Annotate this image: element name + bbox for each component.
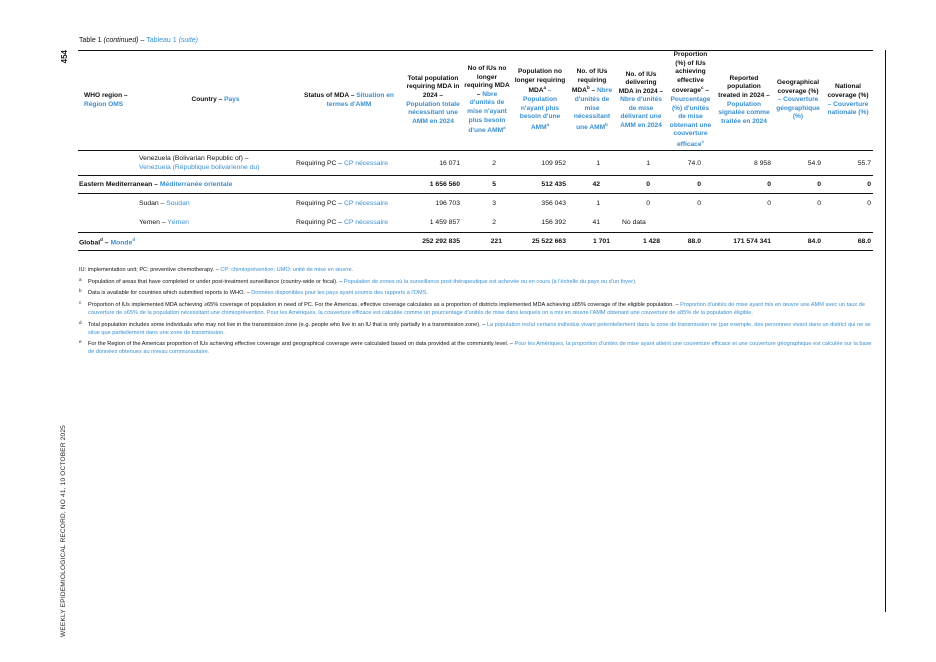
footnote-a: a Population of areas that have completed or under post-treatment surveillance (country-wide or focal). – Population de zones où la surveillance post-thérapeutique est achevée ou en cours (à l'échelle du pays ou d'un foyer). <box>79 276 637 285</box>
geographical-coverage-cell: 54.9 <box>807 159 821 167</box>
header-who-region: WHO region – Région OMS <box>78 51 137 151</box>
total-population-cell: 16 071 <box>439 159 460 167</box>
country-cell: Yemen – Yémen <box>139 219 189 227</box>
footnote-c: c Proportion of IUs implemented MDA achieving ≥65% coverage of population in need of PC. For the Americas, effective coverage calculates as a proportion of districts implemented MDA achieving ≥85% coverage of the eligible population. – Proportion d'unités de mise ayant mis en œuvre une AMM avec un taux de couverture de ≥65% de la population nécessitant une chimioprévention. Pour les Amériques, la couverture efficace est calculée comme un pourcentage d'unités de mise dans lesquels on a mis en œuvre l'AMM obtenant une couverture de ≥85% de la population éligible. <box>79 299 865 316</box>
geographical-coverage-cell: 0 <box>817 200 821 208</box>
proportion-effective-cell: 0 <box>697 200 701 208</box>
ius-requiring-cell: 1 701 <box>568 233 616 251</box>
geographical-coverage-cell: 0 <box>773 176 823 194</box>
header-national-coverage: National coverage (%) – Couverture nationale (%) <box>823 51 873 151</box>
ius-no-longer-cell: 5 <box>462 176 512 194</box>
population-no-longer-cell: 109 952 <box>541 159 566 167</box>
region-cell: Eastern Mediterranean – Méditerranée orientale <box>78 176 404 194</box>
table-footnotes <box>79 266 874 360</box>
footnote-b: b Data is available for countries which submitted reports to WHO. – Données disponibles pour les pays ayant soumis des rapports à l'OMS. <box>79 288 428 297</box>
total-population-cell: 1 656 560 <box>404 176 462 194</box>
national-coverage-cell: 0 <box>823 176 873 194</box>
ius-no-longer-cell: 2 <box>492 219 496 227</box>
total-population-cell: 196 703 <box>435 200 460 208</box>
ius-requiring-cell: 1 <box>596 159 600 167</box>
table-row-global <box>78 233 873 251</box>
header-status: Status of MDA – Situation en termes d'AMM <box>294 51 404 151</box>
header-population-no-longer: Population no longer requiring MDA$^a$ – Population n'ayant plus besoin d'une AMM$^a$ <box>512 51 568 151</box>
header-ius-delivering: No. of IUs delivering MDA in 2024 – Nbre d'unités de mise délivrant une AMM en 2024 <box>616 51 666 151</box>
ius-requiring-cell: 1 <box>596 200 600 208</box>
national-coverage-cell: 68.0 <box>823 233 873 251</box>
table-row-venezuela <box>78 151 873 176</box>
mda-table <box>78 50 873 251</box>
total-population-cell: 252 292 835 <box>404 233 462 251</box>
proportion-effective-cell: 74.0 <box>687 159 701 167</box>
ius-delivering-cell: 1 428 <box>616 233 666 251</box>
table-title: Table 1 (continued) – Tableau 1 (suite) <box>79 37 199 44</box>
ius-delivering-cell: 0 <box>646 200 650 208</box>
ius-requiring-cell: 41 <box>592 219 600 227</box>
header-reported-population: Reported population treated in 2024 – Population signalée comme traitée en 2024 <box>715 51 773 151</box>
ius-requiring-cell: 42 <box>568 176 616 194</box>
footnote-e: e For the Region of the Americas proportion of IUs achieving effective coverage and geographical coverage were calculated based on data provided at the community level. – Pour les Amériques, la proportion d'unités de mise ayant atteint une couverture efficace et une couverture géographique est calculée sur la base de données obtenues au niveau communautaire. <box>79 339 872 356</box>
header-proportion-effective: Proportion (%) of IUs achieving effective coverage$^c$ – Pourcentage (%) d'unités de mise obtenant une couverture efficace$^c$ <box>666 51 715 151</box>
ius-no-longer-cell: 221 <box>462 233 512 251</box>
header-total-population: Total population requiring MDA in 2024 – Population totale nécessitant une AMM en 2024 <box>404 51 462 151</box>
population-no-longer-cell: 156 392 <box>541 219 566 227</box>
page-number: 454 <box>60 50 69 64</box>
header-geographical-coverage: Geographical coverage (%) – Couverture géographique (%) <box>773 51 823 151</box>
reported-population-cell: 0 <box>715 176 773 194</box>
geographical-coverage-cell: 84.0 <box>773 233 823 251</box>
population-no-longer-cell: 512 435 <box>512 176 568 194</box>
running-head: WEEKLY EPIDEMIOLOGICAL RECORD, NO 41, 10 OCTOBER 2025 <box>60 425 67 637</box>
ius-delivering-cell: 1 <box>646 159 650 167</box>
header-ius-no-longer: No of IUs no longer requiring MDA – Nbre d'unités de mise n'ayant plus besoin d'une AMM$^a$ <box>462 51 512 151</box>
status-cell: Requiring PC – CP nécessaire <box>296 219 389 227</box>
reported-population-cell: 171 574 341 <box>715 233 773 251</box>
reported-population-cell: 8 958 <box>753 159 771 167</box>
table-header-row <box>78 51 873 151</box>
header-country: Country – Pays <box>137 51 294 151</box>
table-row-eastern-mediterranean <box>78 176 873 194</box>
table-row-yemen <box>78 213 873 233</box>
country-cell: Sudan – Soudan <box>139 200 190 208</box>
status-cell: Requiring PC – CP nécessaire <box>296 200 389 208</box>
global-label-cell: Global$^d$ – Monde$^d$ <box>78 233 404 251</box>
ius-no-longer-cell: 3 <box>492 200 496 208</box>
population-no-longer-cell: 356 043 <box>541 200 566 208</box>
ius-no-longer-cell: 2 <box>492 159 496 167</box>
population-no-longer-cell: 25 522 663 <box>512 233 568 251</box>
header-ius-requiring: No. of IUs requiring MDA$^b$ – Nbre d'unités de mise nécessitant une AMM$^b$ <box>568 51 616 151</box>
table-row-sudan <box>78 194 873 214</box>
ius-delivering-cell: No data <box>622 219 646 227</box>
national-coverage-cell: 55.7 <box>857 159 871 167</box>
proportion-effective-cell: 88.0 <box>666 233 715 251</box>
ius-delivering-cell: 0 <box>616 176 666 194</box>
page-margin-rule <box>885 50 886 612</box>
status-cell: Requiring PC – CP nécessaire <box>296 159 389 167</box>
country-cell: Venezuela (Bolivarian Republic of) – Venezuela (République bolivarienne du) <box>139 155 260 172</box>
reported-population-cell: 0 <box>767 200 771 208</box>
total-population-cell: 1 459 857 <box>429 219 460 227</box>
footnote-abbreviations: IU: implementation unit; PC: preventive chemotherapy. – CP: chimioprévention; UMO: unité de mise en œuvre. <box>79 267 354 273</box>
footnote-d: d Total population includes some individuals who may not live in the transmission zone (e.g. people who live in an IU that is only partially in a transmission zone). – La population inclut certains individus vivant potentiellement dans la zone de transmission ne (par exemple, des personnes vivant dans un district qui ne se situe que partiellement dans une zone de transmission. <box>79 319 871 336</box>
national-coverage-cell: 0 <box>867 200 871 208</box>
proportion-effective-cell: 0 <box>666 176 715 194</box>
